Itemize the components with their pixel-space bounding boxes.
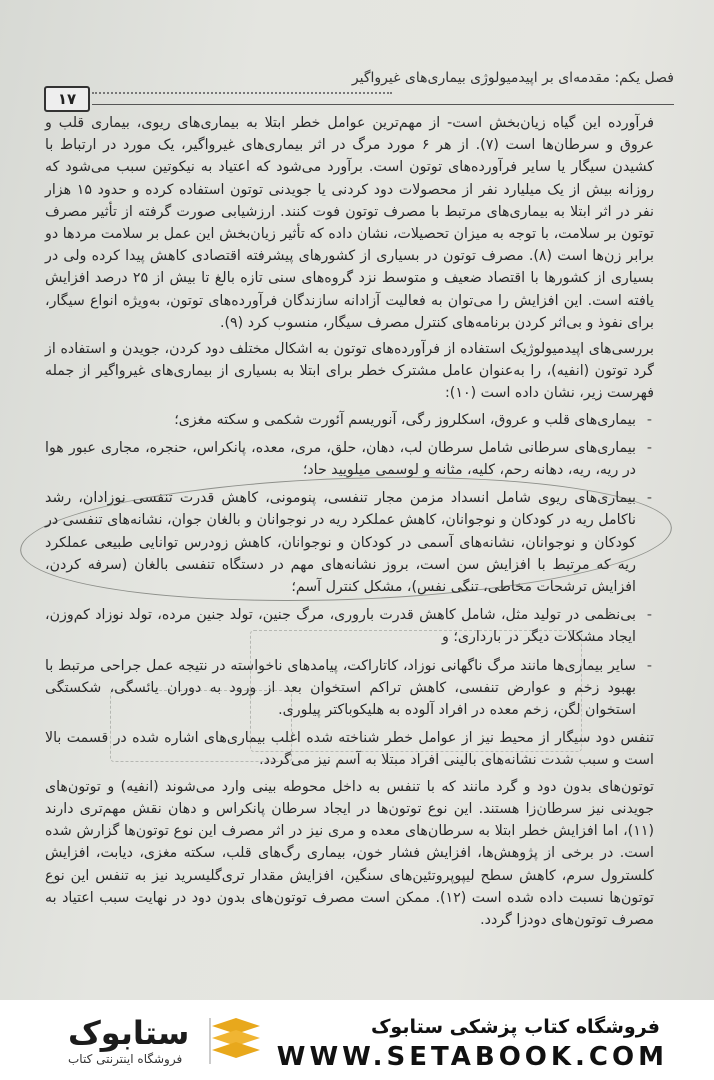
store-url-link[interactable]: WWW.SETABOOK.COM [276,1042,668,1072]
paragraph: توتون‌های بدون دود و گرد مانند که با تنفس به داخل محوطه بینی وارد می‌شوند (انفیه) و توتون‌های جویدنی نیز سرطان‌زا هستند. این نوع توتون‌ها در ایجاد سرطان پانکراس و دهان نقش مهم‌تری دارند (۱۱)، اما افزایش خطر ابتلا به سرطان‌های معده و مری نیز در اثر مصرف این نوع توتون‌ها گزارش شده است. در برخی از پژوهش‌ها، افزایش فشار خون، بیماری رگ‌های قلب، سکته مغزی، دیابت، افزایش کلسترول سرم، کاهش سطح لیپوپروتئین‌های سنگین، افزایش مقدار تری‌گلیسرید نیز به تنفس این نوع توتون‌ها نسبت داده شده است (۱۲). ممکن است مصرف توتون‌های بدون دود در نهایت سبب اعتیاد به مصرف توتون‌های دودزا گردد. [45,778,654,928]
chapter-title: فصل یکم: مقدمه‌ای بر اپیدمیولوژی بیماری‌های غیرواگیر [351,70,674,86]
body-text [45,112,654,935]
header-rule [92,104,674,105]
list-item: - سایر بیماری‌ها مانند مرگ ناگهانی نوزاد، کاتاراکت، پیامدهای ناخواسته در نتیجه عمل جراحی مرتبط با بهبود زخم و عوارض تنفسی، کاهش تراکم استخوان بعد از ورود به دوران یائسگی، شکستگی استخوان لگن، زخم معده در افراد آلوده به هلیکوباکتر پیلوری. [45,655,636,722]
list-item: - بی‌نظمی در تولید مثل، شامل کاهش قدرت باروری، مرگ جنین، تولد جنین مرده، تولد نوزاد کم‌وزن، ایجاد مشکلات دیگر در بارداری؛ و [45,604,636,648]
store-name: فروشگاه کتاب پزشکی ستابوک [370,1016,660,1038]
header-dotted-leader [92,92,392,94]
store-logo[interactable] [28,1012,268,1070]
book-stack-icon [208,1016,264,1066]
store-banner [0,1000,714,1080]
running-header [40,62,674,112]
page-number: ۱۷ [44,86,90,112]
paragraph: بررسی‌های اپیدمیولوژیک استفاده از فرآورده‌های توتون به اشکال مختلف دود کردن، جویدن و استفاده از گرد توتون (انفیه)، را به‌عنوان عامل مشترک خطر برای ابتلا به بسیاری از بیماری‌های غیرواگیر از جمله فهرست زیر، نشان داده است (۱۰): [45,341,654,402]
paragraph: فرآورده این گیاه زیان‌بخش است- از مهم‌ترین عوامل خطر ابتلا به بیماری‌های ریوی، بیماری قلب و عروق و سرطان‌ها است (۷). از هر ۶ مورد مرگ در اثر بیماری‌های غیرواگیر، یک مورد در ارتباط با کشیدن سیگار یا سایر فرآورده‌های توتون است. برآورد می‌شود که اعتیاد به نیکوتین سبب می‌شود که روزانه بیش از یک میلیارد نفر از محصولات دود کردنی یا جویدنی توتون استفاده کرده و حدود ۱۵ هزار نفر در اثر ابتلا به بیماری‌های مرتبط با مصرف توتون فوت کنند. ارزشیابی صورت گرفته از تأثیر مصرف توتون بر سلامت، با توجه به میزان تحصیلات، نشان داده که تأثیر زیان‌بخش این عمل بر سلامت مردها دو برابر زن‌ها است (۸). مصرف توتون در بسیاری از کشورهای پیشرفته اقتصادی کاهش پیدا کرده ولی در بسیاری از کشورها با اقتصاد ضعیف و متوسط نزد گروه‌های سنی تازه بالغ تا بیش از ۲۵ درصد افزایش یافته است. این افزایش را می‌توان به فعالیت آزادانه سازندگان فرآورده‌های توتون، به‌ویژه انواع سیگار، برای نفوذ و بی‌اثر کردن برنامه‌های کنترل مصرف سیگار، منسوب کرد (۹). [45,115,654,331]
disease-list [45,409,654,722]
list-item: - بیماری‌های سرطانی شامل سرطان لب، دهان، حلق، مری، معده، پانکراس، حنجره، مجاری عبور هوا در ریه، ریه، دهانه رحم، کلیه، مثانه و لوسمی میلویید حاد؛ [45,437,636,481]
logo-wordmark: ستابوک [68,1014,190,1052]
logo-tagline: فروشگاه اینترنتی کتاب [68,1052,183,1066]
paragraph: تنفس دود سیگار از محیط نیز از عوامل خطر شناخته شده اغلب بیماری‌های اشاره شده در قسمت بالا است و سبب شدت نشانه‌های بالینی افراد مبتلا به آسم نیز می‌گردد. [45,730,654,769]
list-item: - بیماری‌های ریوی شامل انسداد مزمن مجار تنفسی، پنومونی، کاهش قدرت تنفسی نوزادان، رشد ناکامل ریه در کودکان و نوجوانان، کاهش عملکرد ریه در نوجوانان و بالغان جوان، نشانه‌های تنفسی در کودکان و نوجوانان، نشانه‌های آسمی در کودکان و نوجوانان، کاهش زودرس توانایی طبیعی عملکرد ریه که مرتبط با افزایش سن است، بروز نشانه‌های مهم در دستگاه تنفسی بالغان (سرفه کردن، افزایش ترشحات مخاطی، تنگی نفس)، مشکل کنترل آسم؛ [45,487,636,598]
list-item: - بیماری‌های قلب و عروق، اسکلروز رگی، آنوریسم آئورت شکمی و سکته مغزی؛ [45,409,636,431]
